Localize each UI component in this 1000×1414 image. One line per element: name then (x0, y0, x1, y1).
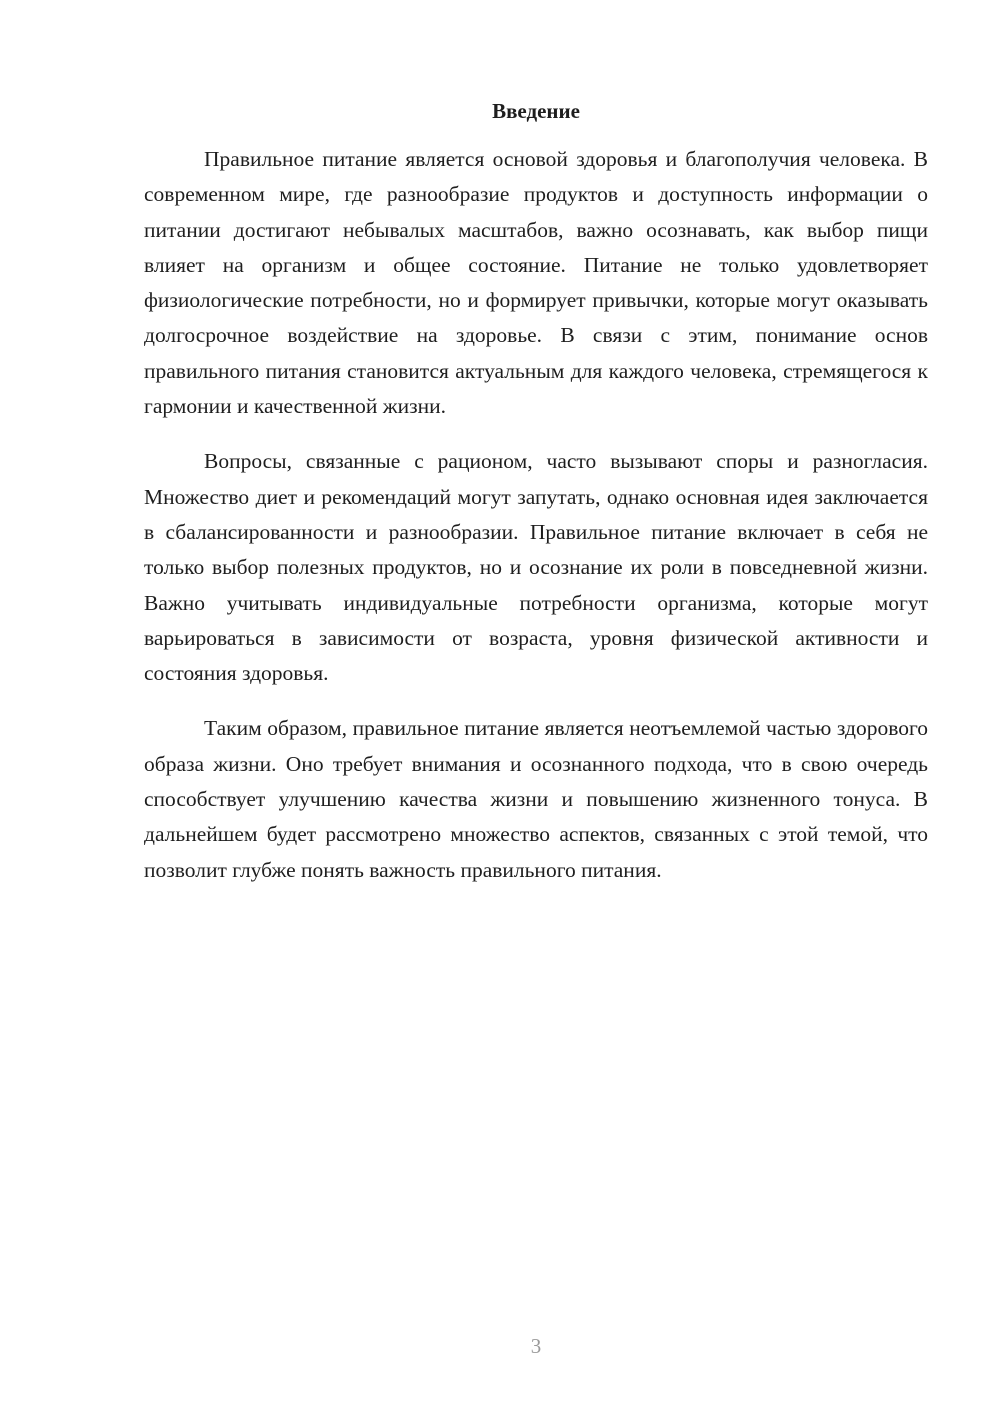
page-number: 3 (530, 1334, 542, 1358)
body-text (144, 142, 928, 908)
paragraph-1: Правильное питание является основой здоровья и благополучия человека. В современном мире, где разнообразие продуктов и доступность информации о питании достигают небывалых масштабов, важно осознавать, как выбор пищи влияет на организм и общее состояние. Питание не только удовлетворяет физиологические потребности, но и формирует привычки, которые могут оказывать долгосрочное воздействие на здоровье. В связи с этим, понимание основ правильного питания становится актуальным для каждого человека, стремящегося к гармонии и качественной жизни. (144, 147, 928, 419)
section-heading: Введение (492, 99, 580, 123)
paragraph-3: Таким образом, правильное питание является неотъемлемой частью здорового образа жизни. Оно требует внимания и осознанного подхода, что в свою очередь способствует улучшению качества жизни и повышению жизненного тонуса. В дальнейшем будет рассмотрено множество аспектов, связанных с этой темой, что позволит глубже понять важность правильного питания. (144, 716, 928, 882)
paragraph-2: Вопросы, связанные с рационом, часто вызывают споры и разногласия. Множество диет и рекомендаций могут запутать, однако основная идея заключается в сбалансированности и разнообразии. Правильное питание включает в себя не только выбор полезных продуктов, но и осознание их роли в повседневной жизни. Важно учитывать индивидуальные потребности организма, которые могут варьироваться в зависимости от возраста, уровня физической активности и состояния здоровья. (144, 449, 928, 686)
